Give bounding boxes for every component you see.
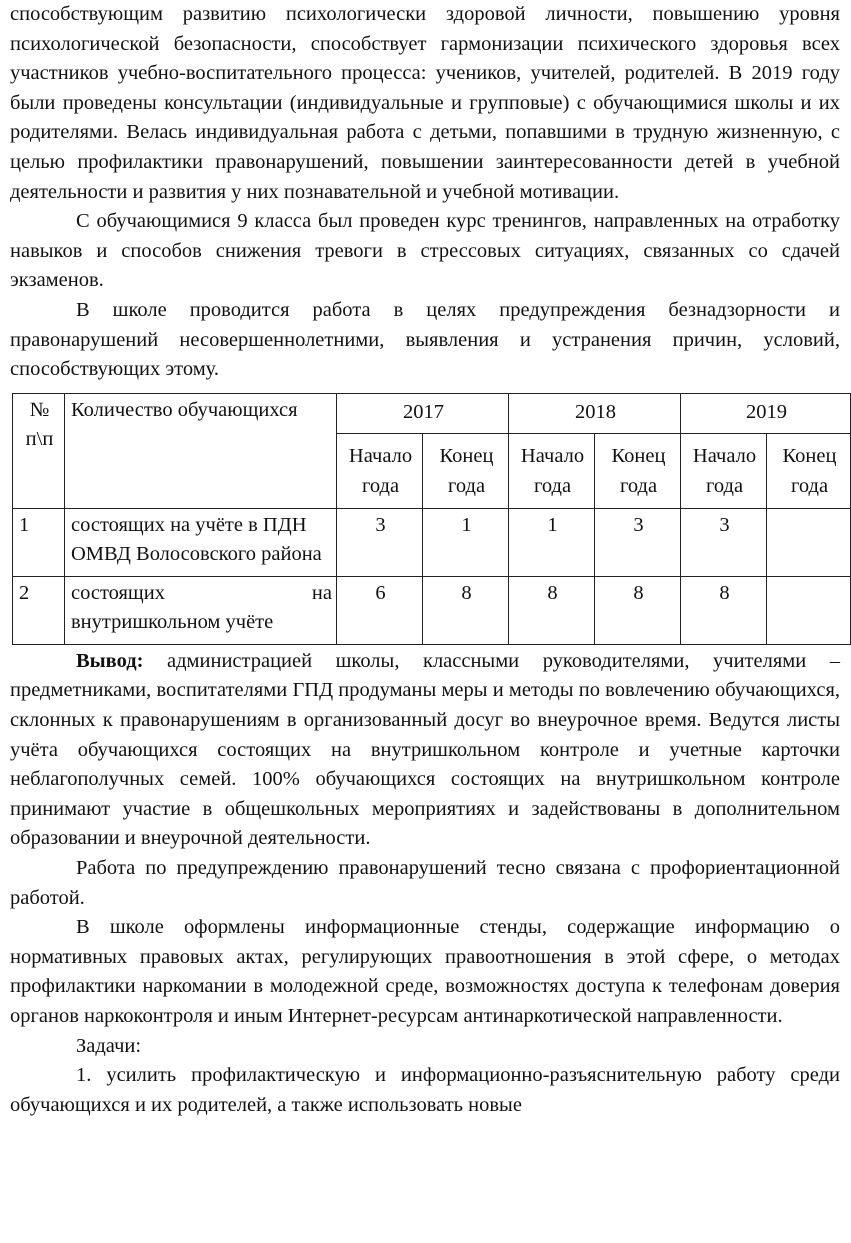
paragraph-career-guidance: Работа по предупреждению правонарушений тесно связана с профориентационной работой. (10, 857, 840, 909)
cell-value: 1 (509, 508, 595, 576)
row-label: состоящих на учёте в ПДН ОМВД Волосовского района (65, 508, 337, 576)
subheader-start: Начало года (681, 434, 767, 508)
document-body (10, 0, 840, 385)
header-year: 2018 (509, 393, 681, 434)
subheader-end: Конец года (595, 434, 681, 508)
subheader-start: Начало года (337, 434, 423, 508)
paragraph-trainings: С обучающимися 9 класса был проведен курс тренингов, направленных на отработку навыков и способов снижения тревоги в стрессовых ситуациях, связанных со сдачей экзаменов. (10, 210, 840, 292)
cell-value: 3 (595, 508, 681, 576)
paragraph-psych-work: способствующим развитию психологически здоровой личности, повышению уровня психологической безопасности, способствует гармонизации психического здоровья всех участников учебно-воспитательного процесса: учеников, учителей, родителей. В 2019 году были проведены консультации (индивидуальные и групповые) с обучающимися школы и их родителями. Велась индивидуальная работа с детьми, попавшими в трудную жизненную, с целью профилактики правонарушений, повышении заинтересованности детей в учебной деятельности и развития у них познавательной и учебной мотивации. (10, 3, 840, 203)
subheader-start: Начало года (509, 434, 595, 508)
paragraph-prevention-work: В школе проводится работа в целях предупреждения безнадзорности и правонарушений несовершеннолетними, выявления и устранения причин, условий, способствующих этому. (10, 298, 840, 381)
paragraph-tasks-heading: Задачи: (76, 1034, 142, 1057)
document-body-continued (10, 647, 840, 1121)
table-header-row (13, 393, 851, 434)
conclusion-label: Вывод: (76, 649, 144, 672)
cell-value: 3 (681, 508, 767, 576)
subheader-end: Конец года (423, 434, 509, 508)
header-number: № п\п (13, 393, 65, 508)
table-row (13, 508, 851, 576)
header-year: 2017 (337, 393, 509, 434)
cell-value: 8 (595, 576, 681, 644)
cell-value (767, 576, 851, 644)
cell-value: 8 (509, 576, 595, 644)
cell-value: 1 (423, 508, 509, 576)
cell-value: 6 (337, 576, 423, 644)
table-row (13, 576, 851, 644)
cell-value: 8 (681, 576, 767, 644)
header-year: 2019 (681, 393, 851, 434)
paragraph-conclusion (10, 647, 840, 854)
paragraph-task-1: 1. усилить профилактическую и информационно-разъяснительную работу среди обучающихся и их родителей, а также использовать новые (10, 1064, 840, 1116)
cell-value (767, 508, 851, 576)
cell-value: 3 (337, 508, 423, 576)
registration-table (12, 393, 851, 645)
paragraph-info-stands: В школе оформлены информационные стенды, содержащие информацию о нормативных правовых актах, регулирующих правоотношения в этой сфере, о методах профилактики наркомании в молодежной среде, возможностях доступа к телефонам доверия органов наркоконтроля и иным Интернет-ресурсам антинаркотической направленности. (10, 916, 840, 1027)
cell-value: 8 (423, 576, 509, 644)
row-number: 2 (13, 576, 65, 644)
row-number: 1 (13, 508, 65, 576)
conclusion-text: администрацией школы, классными руководителями, учителями – предметниками, воспитателями ГПД продуманы меры и методы по вовлечению обучающихся, склонных к правонарушениям в организованный досуг во внеурочное время. Ведутся листы учёта обучающихся состоящих на внутришкольном контроле и учетные карточки неблагополучных семей. 100% обучающихся состоящих на внутришкольном контроле принимают участие в общешкольных мероприятиях и задействованы в дополнительном образовании и внеурочной деятельности. (10, 649, 840, 850)
subheader-end: Конец года (767, 434, 851, 508)
header-quantity: Количество обучающихся (65, 393, 337, 508)
row-label: состоящих на внутришкольном учёте (65, 576, 337, 644)
